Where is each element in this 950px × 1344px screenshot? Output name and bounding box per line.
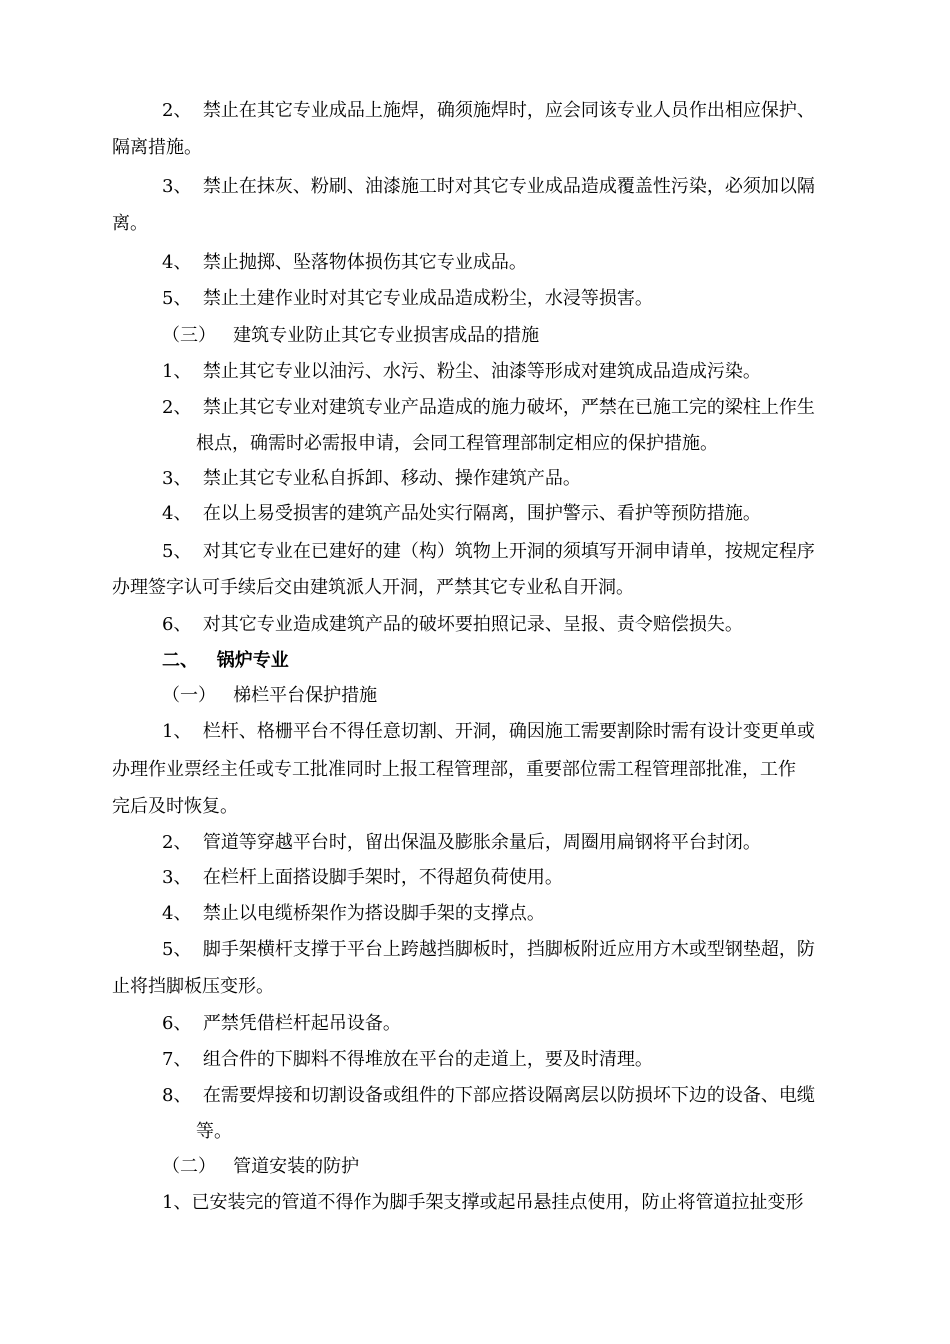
section-heading: （一） 梯栏平台保护措施 [162, 685, 378, 706]
section-heading: （二） 管道安装的防护 [162, 1156, 360, 1177]
paragraph-line: 7、 组合件的下脚料不得堆放在平台的走道上，要及时清理。 [162, 1049, 653, 1070]
paragraph-line: 等。 [196, 1121, 232, 1142]
paragraph-line: 隔离措施。 [112, 137, 202, 158]
paragraph-line: 6、 严禁凭借栏杆起吊设备。 [162, 1013, 401, 1034]
paragraph-line: 6、 对其它专业造成建筑产品的破坏要拍照记录、呈报、责令赔偿损失。 [162, 614, 743, 635]
paragraph-line: 3、 禁止在抹灰、粉刷、油漆施工时对其它专业成品造成覆盖性污染，必须加以隔 [162, 176, 815, 197]
paragraph-line: 4、 在以上易受损害的建筑产品处实行隔离，围护警示、看护等预防措施。 [162, 503, 761, 524]
paragraph-line: 4、 禁止抛掷、坠落物体损伤其它专业成品。 [162, 252, 527, 273]
paragraph-line: 根点，确需时必需报申请，会同工程管理部制定相应的保护措施。 [196, 433, 718, 454]
paragraph-line: 办理作业票经主任或专工批准同时上报工程管理部，重要部位需工程管理部批准，工作 [112, 759, 796, 780]
paragraph-line: 3、 在栏杆上面搭设脚手架时，不得超负荷使用。 [162, 867, 563, 888]
paragraph-line: 止将挡脚板压变形。 [112, 976, 274, 997]
paragraph-line: 办理签字认可手续后交由建筑派人开洞，严禁其它专业私自开洞。 [112, 577, 634, 598]
paragraph-line: 1、 禁止其它专业以油污、水污、粉尘、油漆等形成对建筑成品造成污染。 [162, 361, 761, 382]
paragraph-line: 5、 禁止土建作业时对其它专业成品造成粉尘，水浸等损害。 [162, 288, 653, 309]
paragraph-line: 4、 禁止以电缆桥架作为搭设脚手架的支撑点。 [162, 903, 545, 924]
paragraph-line: 2、 禁止其它专业对建筑专业产品造成的施力破坏，严禁在已施工完的梁柱上作生 [162, 397, 815, 418]
section-heading: （三） 建筑专业防止其它专业损害成品的措施 [162, 325, 540, 346]
paragraph-line: 完后及时恢复。 [112, 796, 238, 817]
paragraph-line: 5、 脚手架横杆支撑于平台上跨越挡脚板时，挡脚板附近应用方木或型钢垫超，防 [162, 939, 815, 960]
chapter-heading: 二、 锅炉专业 [162, 650, 289, 671]
paragraph-line: 3、 禁止其它专业私自拆卸、移动、操作建筑产品。 [162, 468, 581, 489]
paragraph-line: 1、已安装完的管道不得作为脚手架支撑或起吊悬挂点使用，防止将管道拉扯变形 [162, 1192, 804, 1213]
paragraph-line: 1、 栏杆、格栅平台不得任意切割、开洞，确因施工需要割除时需有设计变更单或 [162, 721, 815, 742]
paragraph-line: 8、 在需要焊接和切割设备或组件的下部应搭设隔离层以防损坏下边的设备、电缆 [162, 1085, 815, 1106]
paragraph-line: 2、 管道等穿越平台时，留出保温及膨胀余量后，周圈用扁钢将平台封闭。 [162, 832, 761, 853]
paragraph-line: 离。 [112, 213, 148, 234]
paragraph-line: 2、 禁止在其它专业成品上施焊，确须施焊时，应会同该专业人员作出相应保护、 [162, 100, 815, 121]
paragraph-line: 5、 对其它专业在已建好的建（构）筑物上开洞的须填写开洞申请单，按规定程序 [162, 541, 815, 562]
